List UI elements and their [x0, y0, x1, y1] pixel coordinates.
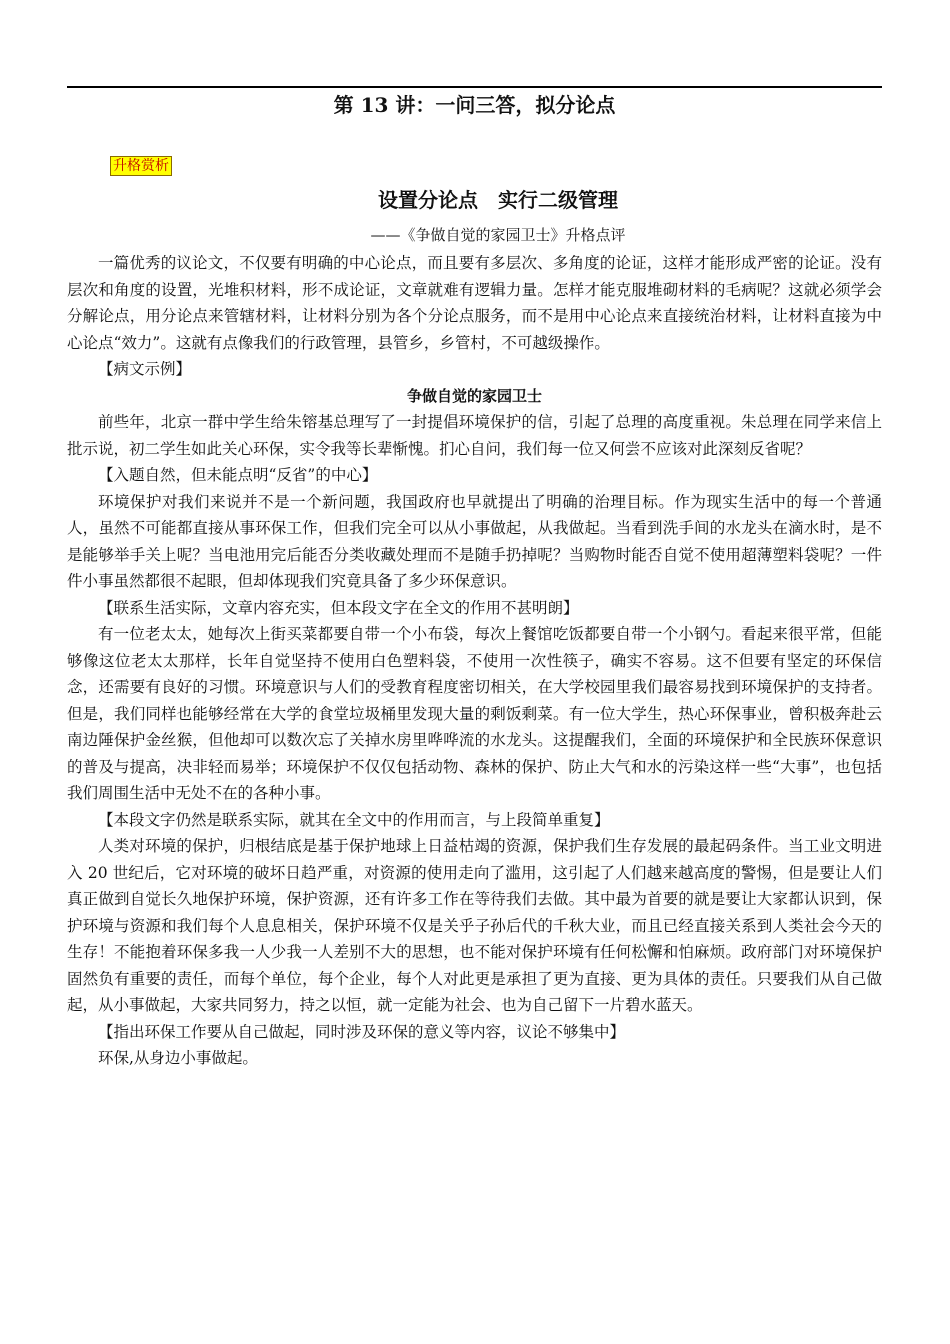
- essay-paragraph-4: 人类对环境的保护，归根结底是基于保护地球上日益枯竭的资源，保护我们生存发展的最起码条件。当工业文明进入 20 世纪后，它对环境的破坏日趋严重，对资源的使用走向了滥用，这引起了人们越来越高度的警惕，但是要让人们真正做到自觉长久地保护环境，保护资源，还有许多工作在等待我们去做。其中最为首要的就是要让大家都认识到，保护环境与资源和我们每个人息息相关，保护环境不仅是关乎子孙后代的千秋大业，而且已经直接关系到人类社会今天的生存！不能抱着环保多我一人少我一人差别不大的思想，也不能对保护环境有任何松懈和怕麻烦。政府部门对环境保护固然负有重要的责任，而每个单位，每个企业，每个人对此更是承担了更为直接、更为具体的责任。只要我们从自己做起，从小事做起，大家共同努力，持之以恒，就一定能为社会、也为自己留下一片碧水蓝天。: [67, 837, 882, 1014]
- comment-4: 【指出环保工作要从自己做起，同时涉及环保的意义等内容，议论不够集中】: [98, 1022, 626, 1041]
- essay-title: 争做自觉的家园卫士: [406, 386, 542, 405]
- article-body: [67, 250, 882, 1072]
- comment-1: 【入题自然，但未能点明“反省”的中心】: [98, 466, 378, 484]
- intro-paragraph: 一篇优秀的议论文，不仅要有明确的中心论点，而且要有多层次、多角度的论证，这样才能形成严密的论证。没有层次和角度的设置，光堆积材料，形不成论证，文章就难有逻辑力量。怎样才能克服堆砌材料的毛病呢？这就必须学会分解论点，用分论点来管辖材料，让材料分别为各个分论点服务，而不是用中心论点来直接统治材料，让材料直接为中心论点“效力”。这就有点像我们的行政管理，县管乡，乡管村，不可越级操作。: [67, 254, 882, 352]
- essay-paragraph-2: 环境保护对我们来说并不是一个新问题，我国政府也早就提出了明确的治理目标。作为现实生活中的每一个普通人，虽然不可能都直接从事环保工作，但我们完全可以从小事做起，从我做起。当看到洗手间的水龙头在滴水时，是不是能够举手关上呢？当电池用完后能否分类收藏处理而不是随手扔掉呢？当购物时能否自觉不使用超薄塑料袋呢？一件件小事虽然都很不起眼，但却体现我们究竟具备了多少环保意识。: [67, 492, 882, 590]
- lecture-title: 第 13 讲：一问三答，拟分论点: [333, 93, 616, 117]
- comment-2: 【联系生活实际，文章内容充实，但本段文字在全文的作用不甚明朗】: [98, 598, 579, 617]
- example-label: 【病文示例】: [98, 360, 192, 378]
- header-rule: [67, 86, 882, 88]
- article-subtitle: ——《争做自觉的家园卫士》升格点评: [370, 226, 626, 244]
- essay-paragraph-1: 前些年，北京一群中学生给朱镕基总理写了一封提倡环境保护的信，引起了总理的高度重视。朱总理在同学来信上批示说，初二学生如此关心环保，实令我等长辈惭愧。扪心自问，我们每一位又何尝不应该对此深刻反省呢？: [67, 413, 882, 458]
- essay-paragraph-5: 环保,从身边小事做起。: [98, 1049, 258, 1067]
- essay-paragraph-3: 有一位老太太，她每次上街买菜都要自带一个小布袋，每次上餐馆吃饭都要自带一个小钢勺。看起来很平常，但能够像这位老太太那样，长年自觉坚持不使用白色塑料袋，不使用一次性筷子，确实不容易。这不但要有坚定的环保信念，还需要有良好的习惯。环境意识与人们的受教育程度密切相关，在大学校园里我们最容易找到环境保护的支持者。但是，我们同样也能够经常在大学的食堂垃圾桶里发现大量的剩饭剩菜。有一位大学生，热心环保事业，曾积极奔赴云南边陲保护金丝猴，但他却可以数次忘了关掉水房里哗哗流的水龙头。这提醒我们，全面的环境保护和全民族环保意识的普及与提高，决非轻而易举；环境保护不仅仅包括动物、森林的保护、防止大气和水的污染这样一些“大事”，也包括我们周围生活中无处不在的各种小事。: [67, 625, 882, 802]
- section-badge: 升格赏析: [110, 156, 172, 176]
- article-title: 设置分论点 实行二级管理: [378, 188, 618, 212]
- comment-3: 【本段文字仍然是联系实际，就其在全文中的作用而言，与上段简单重复】: [98, 810, 610, 829]
